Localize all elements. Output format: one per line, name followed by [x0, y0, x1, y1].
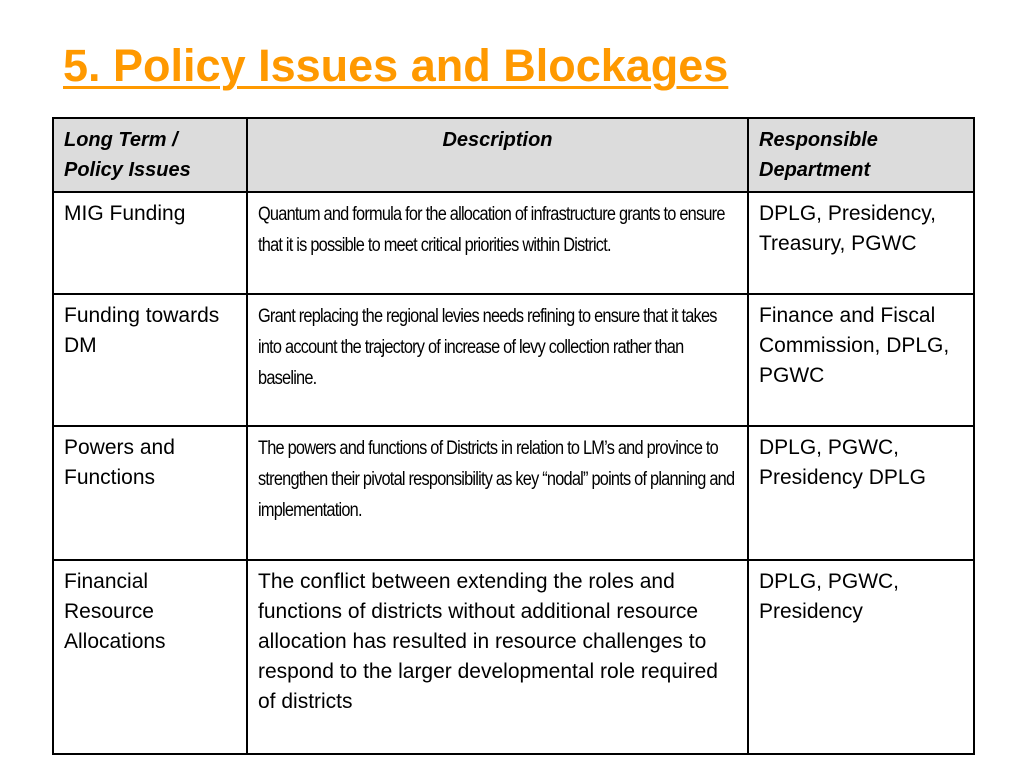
table-row: [53, 426, 974, 560]
header-long-term-policy-issues: Long Term / Policy Issues: [53, 118, 247, 192]
table-row: [53, 192, 974, 294]
header-responsible-department: Responsible Department: [748, 118, 974, 192]
description-cell: The conflict between extending the roles and functions of districts without additional resource allocation has resulted in resource challenges to respond to the larger developmental role required of districts: [247, 560, 748, 754]
table-row: [53, 560, 974, 754]
department-cell: DPLG, PGWC, Presidency: [748, 560, 974, 754]
description-cell: [247, 294, 748, 426]
header-description: Description: [247, 118, 748, 192]
table-header-row: [53, 118, 974, 192]
department-cell: Finance and Fiscal Commission, DPLG, PGWC: [748, 294, 974, 426]
issue-cell: Financial Resource Allocations: [53, 560, 247, 754]
table-row: [53, 294, 974, 426]
department-cell: DPLG, PGWC, Presidency DPLG: [748, 426, 974, 560]
issue-cell: Funding towards DM: [53, 294, 247, 426]
issue-cell: MIG Funding: [53, 192, 247, 294]
slide-title: 5. Policy Issues and Blockages: [63, 40, 729, 91]
description-cell: [247, 192, 748, 294]
description-text: The powers and functions of Districts in relation to LM’s and province to strengthen their pivotal responsibility as key “nodal” points of planning and implementation.: [258, 438, 735, 521]
description-text: Quantum and formula for the allocation of infrastructure grants to ensure that it is possible to meet critical priorities within District.: [258, 204, 725, 256]
department-cell: DPLG, Presidency, Treasury, PGWC: [748, 192, 974, 294]
policy-issues-table: [52, 117, 975, 755]
description-cell: [247, 426, 748, 560]
issue-cell: Powers and Functions: [53, 426, 247, 560]
description-text: Grant replacing the regional levies needs refining to ensure that it takes into account the trajectory of increase of levy collection rather than baseline.: [258, 306, 717, 389]
